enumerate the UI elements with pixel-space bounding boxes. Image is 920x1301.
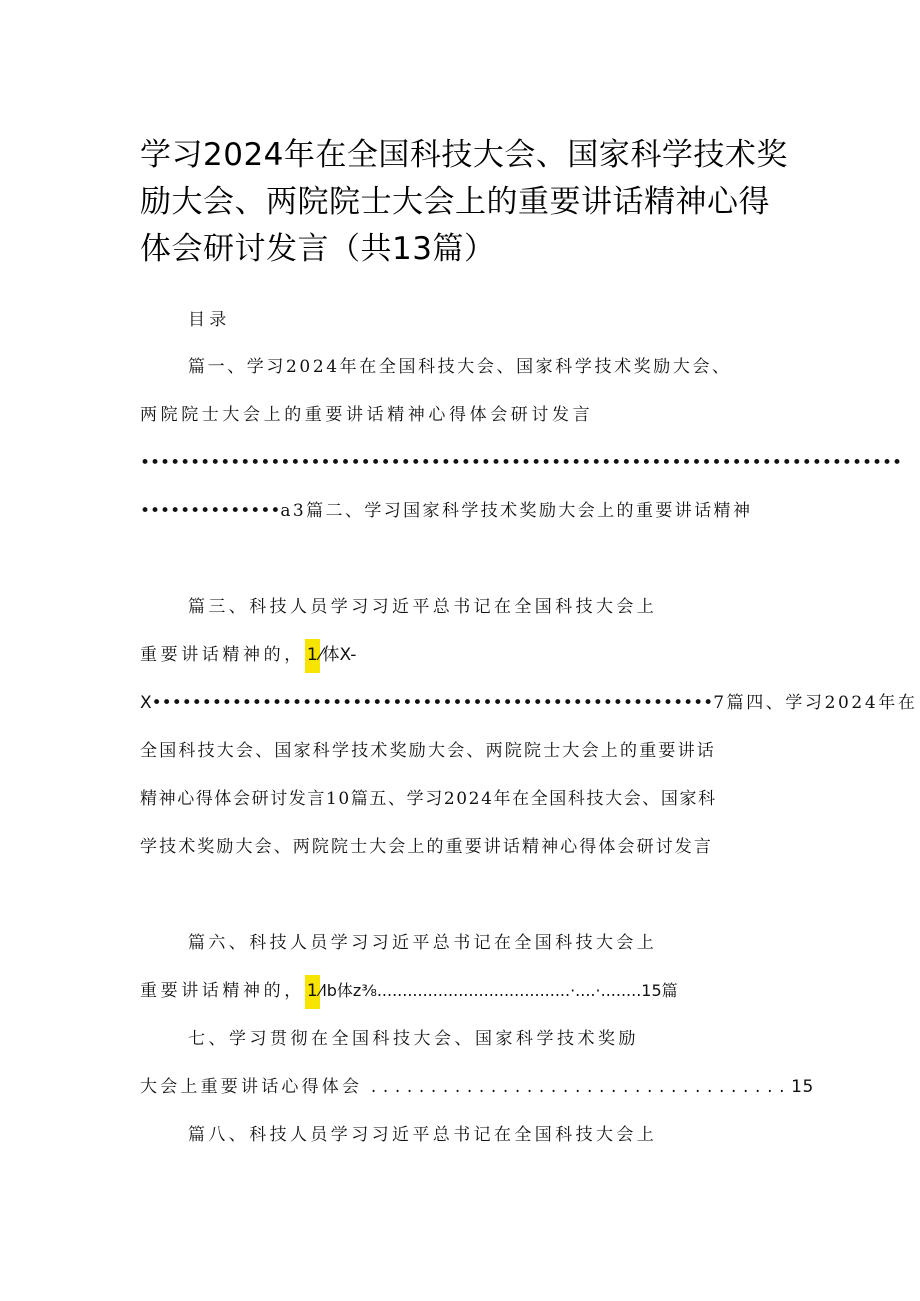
toc-entry-1-line-1: 篇一、学习2024年在全国科技大会、国家科学技术奖励大会、 <box>188 357 732 377</box>
toc-entry-5-line-2: 学技术奖励大会、两院院士大会上的重要讲话精神心得体会研讨发言 <box>140 837 713 857</box>
toc-entry-6-garbled: ⁄lb体z⅜......................................·....·........15篇 <box>319 981 678 1000</box>
toc-entry-2-text: a3篇二、学习国家科学技术奖励大会上的重要讲话精神 <box>280 501 753 521</box>
toc-entry-4-line-2: 全国科技大会、国家科学技术奖励大会、两院院士大会上的重要讲话 <box>140 741 716 761</box>
toc-entry-8-line-1: 篇八、科技人员学习习近平总书记在全国科技大会上 <box>188 1125 658 1145</box>
toc-entry-3-text: 重要讲话精神的， <box>140 645 305 665</box>
toc-heading: 目录 <box>188 310 231 330</box>
toc-entry-3-garbled: ⁄体X- <box>319 645 357 665</box>
toc-entry-4-line-1 <box>140 691 917 715</box>
toc-entry-2-line <box>140 499 752 523</box>
document-title <box>140 132 800 273</box>
highlight-mark: 1 <box>305 639 320 673</box>
toc-entry-7-line-2 <box>140 1075 814 1099</box>
title-line-3: 体会研讨发言（共13篇） <box>140 231 496 267</box>
toc-entry-7-text: 大会上重要讲话心得体会 <box>140 1077 363 1097</box>
toc-entry-3-x: X <box>140 693 152 713</box>
toc-entry-1-line-2: 两院院士大会上的重要讲话精神心得体会研讨发言 <box>140 405 594 425</box>
toc-leader-dots-2: •••••••••••••• <box>140 501 281 521</box>
toc-entry-6-text: 重要讲话精神的， <box>140 981 305 1001</box>
title-line-1: 学习2024年在全国科技大会、国家科学技术奖 <box>140 137 788 173</box>
toc-entry-4-text: 7篇四、学习2024年在 <box>713 693 918 713</box>
toc-leader-dots-7: . . . . . . . . . . . . . . . . . . . . . . . . . . . . . . . . . . . 15 <box>370 1077 814 1097</box>
toc-entry-7-line-1: 七、学习贯彻在全国科技大会、国家科学技术奖励 <box>188 1029 639 1049</box>
toc-entry-3-line-2 <box>140 643 356 667</box>
toc-leader-dots-1: •••••••••••••••••••••••••••••••••••••••••••••••••••••••••••••••••••••••••••• <box>140 453 903 473</box>
toc-entry-6-line-2 <box>140 979 678 1003</box>
toc-leader-dots-3: •••••••••••••••••••••••••••••••••••••••••••••••••••••••• <box>151 693 714 713</box>
highlight-mark: 1 <box>305 975 320 1009</box>
toc-entry-3-line-1: 篇三、科技人员学习习近平总书记在全国科技大会上 <box>188 597 658 617</box>
title-line-2: 励大会、两院院士大会上的重要讲话精神心得 <box>140 184 770 220</box>
toc-entry-5-line-1: 精神心得体会研讨发言10篇五、学习2024年在全国科技大会、国家科 <box>140 789 717 809</box>
toc-entry-6-line-1: 篇六、科技人员学习习近平总书记在全国科技大会上 <box>188 933 658 953</box>
